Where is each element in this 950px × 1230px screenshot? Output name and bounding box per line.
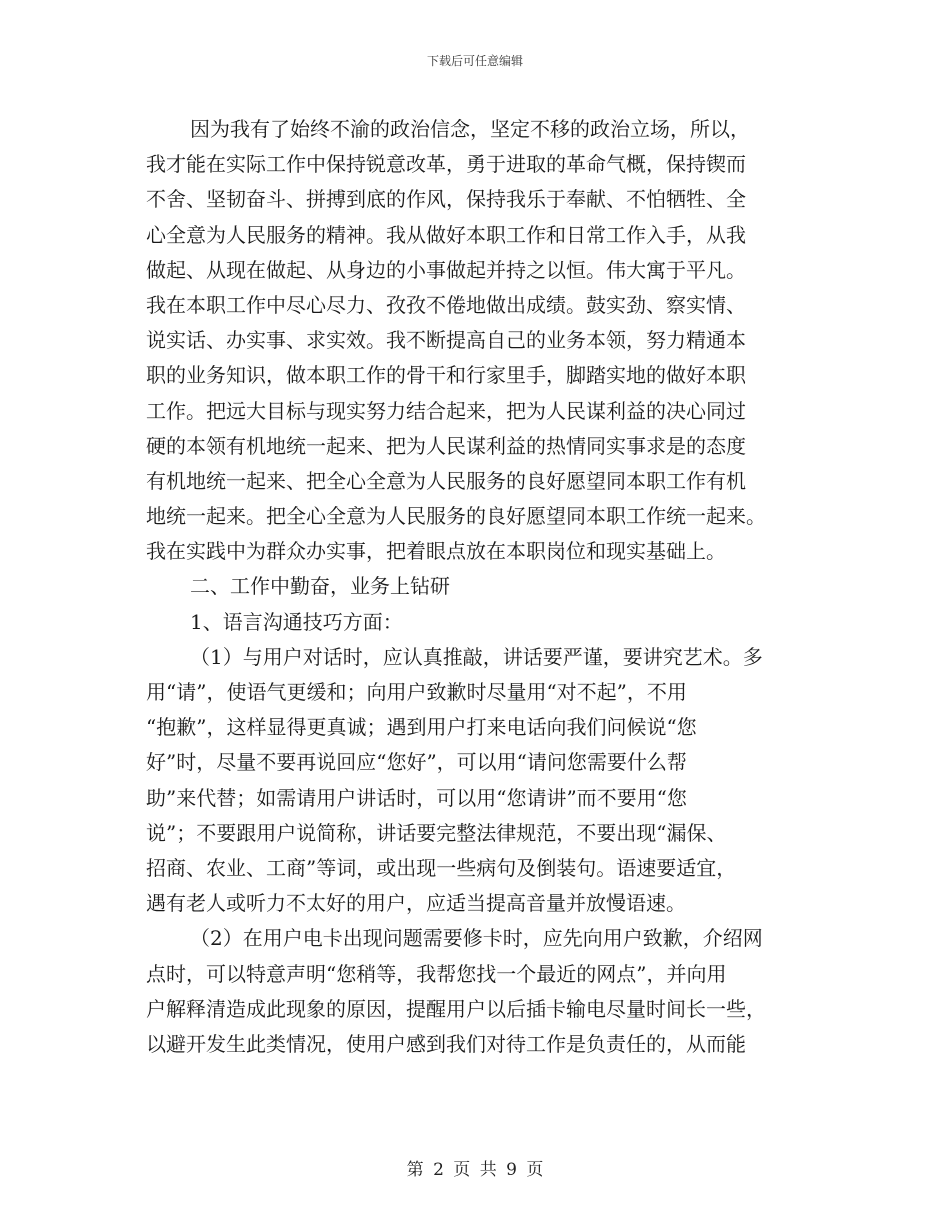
paragraph-line: 户解释清造成此现象的原因，提醒用户以后插卡输电尽量时间长一些， bbox=[146, 996, 766, 1021]
paragraph-line: 不舍、坚韧奋斗、拼搏到底的作风，保持我乐于奉献、不怕牺牲、全 bbox=[146, 187, 746, 212]
paragraph-line: “抱歉”，这样显得更真诚；遇到用户打来电话向我们问候说“您 bbox=[146, 715, 697, 740]
paragraph-line: 硬的本领有机地统一起来、把为人民谋利益的热情同实事求是的态度 bbox=[146, 433, 746, 458]
paragraph-line: 招商、农业、工商”等词，或出现一些病句及倒装句。语速要适宜， bbox=[146, 855, 737, 880]
paragraph-line: 用“请”，使语气更缓和；向用户致歉时尽量用“对不起”，不用 bbox=[146, 680, 687, 704]
paragraph-line: 点时，可以特意声明“您稍等，我帮您找一个最近的网点”，并向用 bbox=[146, 961, 727, 986]
paragraph-line: 我在实践中为群众办实事，把着眼点放在本职岗位和现实基础上。 bbox=[146, 539, 726, 564]
paragraph-line: 遇有老人或听力不太好的用户，应适当提高音量并放慢语速。 bbox=[146, 891, 686, 916]
paragraph-line: 说”；不要跟用户说简称，讲话要完整法律规范，不要出现“漏保、 bbox=[146, 820, 727, 845]
paragraph-line: （2）在用户电卡出现问题需要修卡时，应先向用户致歉，介绍网 bbox=[190, 926, 763, 951]
section-heading: 二、工作中勤奋，业务上钻研 bbox=[190, 574, 450, 599]
paragraph-line: 以避开发生此类情况，使用户感到我们对待工作是负责任的，从而能 bbox=[146, 1031, 746, 1056]
paragraph-line: 因为我有了始终不渝的政治信念，坚定不移的政治立场，所以， bbox=[190, 117, 750, 141]
paragraph-line: （1）与用户对话时，应认真推敲，讲话要严谨，要讲究艺术。多 bbox=[190, 644, 763, 669]
paragraph-line: 我才能在实际工作中保持锐意改革，勇于进取的革命气概，保持锲而 bbox=[146, 152, 746, 177]
paragraph-line: 做起、从现在做起、从身边的小事做起并持之以恒。伟大寓于平凡。 bbox=[146, 257, 746, 282]
paragraph-line: 我在本职工作中尽心尽力、孜孜不倦地做出成绩。鼓实劲、察实情、 bbox=[146, 292, 746, 317]
document-body bbox=[146, 112, 810, 1062]
paragraph-line: 助”来代替；如需请用户讲话时，可以用“您请讲”而不要用“您 bbox=[146, 785, 687, 810]
paragraph-line: 好”时，尽量不要再说回应“您好”，可以用“请问您需要什么帮 bbox=[146, 750, 687, 775]
paragraph-line: 说实话、办实事、求实效。我不断提高自己的业务本领，努力精通本 bbox=[146, 328, 746, 353]
paragraph-line: 地统一起来。把全心全意为人民服务的良好愿望同本职工作统一起来。 bbox=[146, 504, 766, 529]
paragraph-line: 有机地统一起来、把全心全意为人民服务的良好愿望同本职工作有机 bbox=[146, 468, 746, 493]
paragraph-line: 工作。把远大目标与现实努力结合起来，把为人民谋利益的决心同过 bbox=[146, 398, 746, 423]
page-number-footer: 第 2 页 共 9 页 bbox=[406, 1160, 544, 1180]
paragraph-line: 职的业务知识，做本职工作的骨干和行家里手，脚踏实地的做好本职 bbox=[146, 363, 746, 388]
page-header: 下载后可任意编辑 bbox=[426, 54, 523, 68]
subsection-heading: 1、语言沟通技巧方面： bbox=[190, 609, 403, 634]
paragraph-line: 心全意为人民服务的精神。我从做好本职工作和日常工作入手，从我 bbox=[146, 222, 746, 247]
